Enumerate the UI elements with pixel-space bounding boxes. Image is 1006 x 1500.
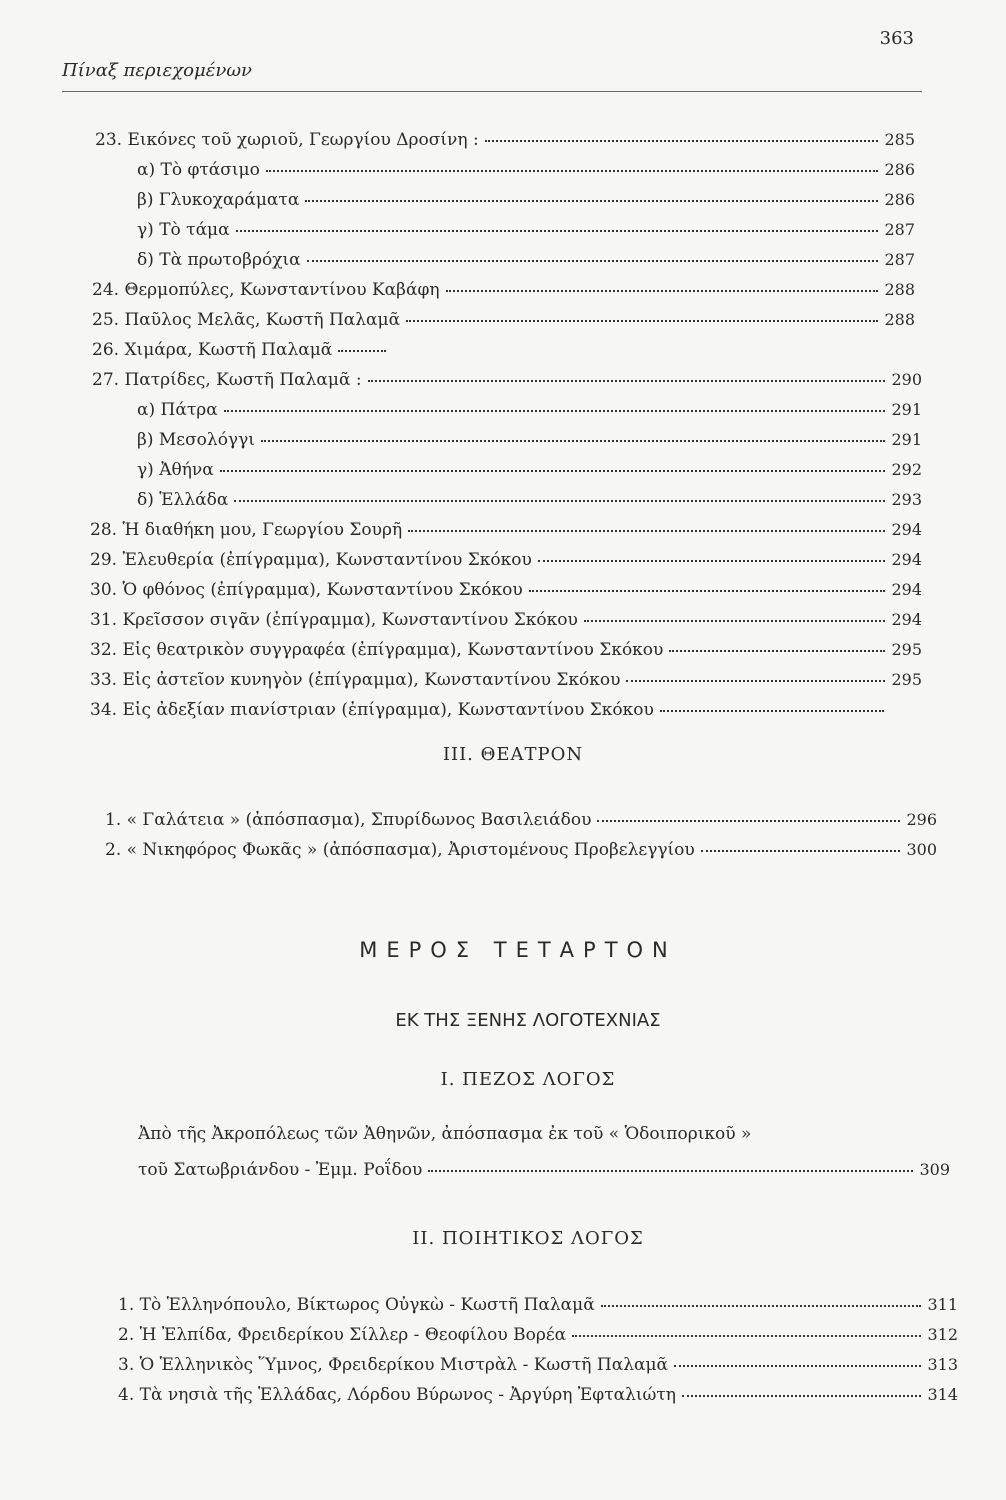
dot-leader: [224, 408, 886, 412]
toc-entry-page: 296: [906, 810, 937, 829]
toc-entry: [92, 338, 392, 362]
part-subtitle: ΕΚ ΤΗΣ ΞΕΝΗΣ ΛΟΓΟΤΕΧΝΙΑΣ: [395, 1010, 661, 1031]
prose-entry-line1: Ἀπὸ τῆς Ἀκροπόλεως τῶν Ἀθηνῶν, ἀπόσπασμα ἐκ τοῦ « Ὁδοιπορικοῦ »: [138, 1124, 752, 1144]
toc-entry: [138, 1158, 950, 1182]
toc-entry-label: 31. Κρεῖσσον σιγᾶν (ἐπίγραμμα), Κωνσταντίνου Σκόκου: [90, 610, 578, 630]
toc-entry-label: 26. Χιμάρα, Κωστῆ Παλαμᾶ: [92, 340, 333, 360]
toc-entry: [92, 308, 915, 332]
toc-entry: [137, 398, 922, 422]
toc-entry-page: 295: [891, 640, 922, 659]
toc-entry-page: 287: [884, 250, 915, 269]
toc-entry-label: 28. Ἡ διαθήκη μου, Γεωργίου Σουρῆ: [90, 520, 403, 540]
toc-entry: [137, 218, 915, 242]
toc-entry: [90, 608, 922, 632]
toc-entry-page: 300: [906, 840, 937, 859]
toc-entry-label: 4. Τὰ νησιὰ τῆς Ἑλλάδας, Λόρδου Βύρωνος - Ἀργύρη Ἐφταλιώτη: [118, 1385, 676, 1405]
toc-entry-label: α) Τὸ φτάσιμο: [137, 160, 260, 180]
theatre-heading: ΙΙΙ. ΘΕΑΤΡΟΝ: [442, 744, 584, 765]
toc-entry-label: δ) Ἑλλάδα: [137, 490, 229, 510]
dot-leader: [261, 438, 886, 442]
toc-entry: [90, 548, 922, 572]
toc-entry-page: 290: [891, 370, 922, 389]
dot-leader: [660, 708, 884, 712]
toc-entry-page: 288: [884, 280, 915, 299]
dot-leader: [446, 288, 879, 292]
toc-entry-page: 295: [891, 670, 922, 689]
dot-leader: [701, 848, 901, 852]
toc-entry: [118, 1353, 958, 1377]
toc-entry-label: δ) Τὰ πρωτοβρόχια: [137, 250, 301, 270]
toc-entry-label: 24. Θερμοπύλες, Κωνσταντίνου Καβάφη: [92, 280, 440, 300]
toc-entry: [118, 1293, 958, 1317]
toc-entry: [90, 578, 922, 602]
toc-entry-label: 33. Εἰς ἀστεῖον κυνηγὸν (ἐπίγραμμα), Κωνσταντίνου Σκόκου: [90, 670, 621, 690]
dot-leader: [538, 558, 886, 562]
toc-entry: [90, 638, 922, 662]
toc-entry-page: 288: [884, 310, 915, 329]
toc-entry-page: 294: [891, 610, 922, 629]
toc-entry-page: 291: [891, 430, 922, 449]
toc-entry: [118, 1383, 958, 1407]
running-title: Πίναξ περιεχομένων: [62, 60, 252, 81]
header-rule: [62, 91, 922, 92]
toc-entry-page: 294: [891, 550, 922, 569]
toc-entry-page: 285: [884, 130, 915, 149]
dot-leader: [305, 198, 878, 202]
toc-entry-page: 294: [891, 580, 922, 599]
toc-entry: [90, 518, 922, 542]
dot-leader: [234, 498, 885, 502]
dot-leader: [572, 1333, 921, 1337]
dot-leader: [669, 648, 885, 652]
dot-leader: [220, 468, 886, 472]
dot-leader: [266, 168, 879, 172]
toc-entry-page: 311: [927, 1295, 958, 1314]
dot-leader: [674, 1363, 921, 1367]
dot-leader: [236, 228, 879, 232]
toc-entry: [90, 668, 922, 692]
dot-leader: [307, 258, 879, 262]
dot-leader: [529, 588, 886, 592]
toc-entry-label: 34. Εἰς ἀδεξίαν πιανίστριαν (ἐπίγραμμα), Κωνσταντίνου Σκόκου: [90, 700, 654, 720]
toc-entry-label: 30. Ὁ φθόνος (ἐπίγραμμα), Κωνσταντίνου Σκόκου: [90, 580, 523, 600]
toc-entry-label: γ) Ἀθήνα: [137, 460, 214, 480]
toc-entry-label: 27. Πατρίδες, Κωστῆ Παλαμᾶ :: [92, 370, 362, 390]
toc-entry: [105, 808, 937, 832]
toc-entry-label: 32. Εἰς θεατρικὸν συγγραφέα (ἐπίγραμμα), Κωνσταντίνου Σκόκου: [90, 640, 664, 660]
dot-leader: [626, 678, 885, 682]
dot-leader: [428, 1168, 913, 1172]
toc-entry-page: 294: [891, 520, 922, 539]
toc-entry-label: 25. Παῦλος Μελᾶς, Κωστῆ Παλαμᾶ: [92, 310, 401, 330]
dot-leader: [485, 138, 879, 142]
toc-entry-label: 2. Ἡ Ἐλπίδα, Φρειδερίκου Σίλλερ - Θεοφίλου Βορέα: [118, 1325, 567, 1345]
toc-entry: [137, 248, 915, 272]
dot-leader: [601, 1303, 922, 1307]
toc-entry-label: 23. Εικόνες τοῦ χωριοῦ, Γεωργίου Δροσίνη :: [95, 130, 479, 150]
toc-entry-label: β) Μεσολόγγι: [137, 430, 255, 450]
toc-entry-page: 313: [927, 1355, 958, 1374]
part-title: ΜΕΡΟΣ ΤΕΤΑΡΤΟΝ: [359, 938, 677, 962]
toc-entry: [137, 158, 915, 182]
toc-entry: [92, 278, 915, 302]
toc-entry: [137, 458, 922, 482]
toc-entry-label: 1. « Γαλάτεια » (ἀπόσπασμα), Σπυρίδωνος Βασιλειάδου: [105, 810, 592, 830]
toc-entry-page: 312: [927, 1325, 958, 1344]
toc-entry-label: β) Γλυκοχαράματα: [137, 190, 300, 210]
toc-entry-page: 286: [884, 160, 915, 179]
dot-leader: [338, 348, 386, 352]
toc-entry-label: 1. Τὸ Ἑλληνόπουλο, Βίκτωρος Οὐγκὼ - Κωστῆ Παλαμᾶ: [118, 1295, 595, 1315]
toc-entry: [137, 428, 922, 452]
toc-entry-page: 292: [891, 460, 922, 479]
dot-leader: [406, 318, 878, 322]
toc-entry-label: 29. Ἐλευθερία (ἐπίγραμμα), Κωνσταντίνου Σκόκου: [90, 550, 532, 570]
toc-entry: [105, 838, 937, 862]
toc-entry-label: α) Πάτρα: [137, 400, 218, 420]
toc-entry: [137, 488, 922, 512]
toc-entry-page: 291: [891, 400, 922, 419]
toc-entry-page: 309: [919, 1160, 950, 1179]
dot-leader: [408, 528, 885, 532]
dot-leader: [584, 618, 886, 622]
toc-entry: [95, 128, 915, 152]
dot-leader: [597, 818, 900, 822]
toc-entry: [90, 698, 890, 722]
dot-leader: [682, 1393, 921, 1397]
poetry-heading: ΙΙ. ΠΟΙΗΤΙΚΟΣ ΛΟΓΟΣ: [412, 1228, 644, 1249]
toc-entry: [137, 188, 915, 212]
toc-entry-page: 293: [891, 490, 922, 509]
toc-entry-page: 286: [884, 190, 915, 209]
toc-entry-page: 287: [884, 220, 915, 239]
toc-entry-label: γ) Τὸ τάμα: [137, 220, 230, 240]
prose-heading: Ι. ΠΕΖΟΣ ΛΟΓΟΣ: [440, 1069, 616, 1090]
toc-entry: [118, 1323, 958, 1347]
dot-leader: [368, 378, 886, 382]
toc-entry-label: 2. « Νικηφόρος Φωκᾶς » (ἀπόσπασμα), Ἀριστομένους Προβελεγγίου: [105, 840, 695, 860]
toc-entry-page: 314: [927, 1385, 958, 1404]
toc-entry-label: 3. Ὁ Ἑλληνικὸς Ὕμνος, Φρειδερίκου Μιστρὰλ - Κωστῆ Παλαμᾶ: [118, 1355, 668, 1375]
toc-entry-label: τοῦ Σατωβριάνδου - Ἐμμ. Ροΐδου: [138, 1160, 423, 1180]
toc-entry: [92, 368, 922, 392]
page-number: 363: [879, 28, 914, 49]
